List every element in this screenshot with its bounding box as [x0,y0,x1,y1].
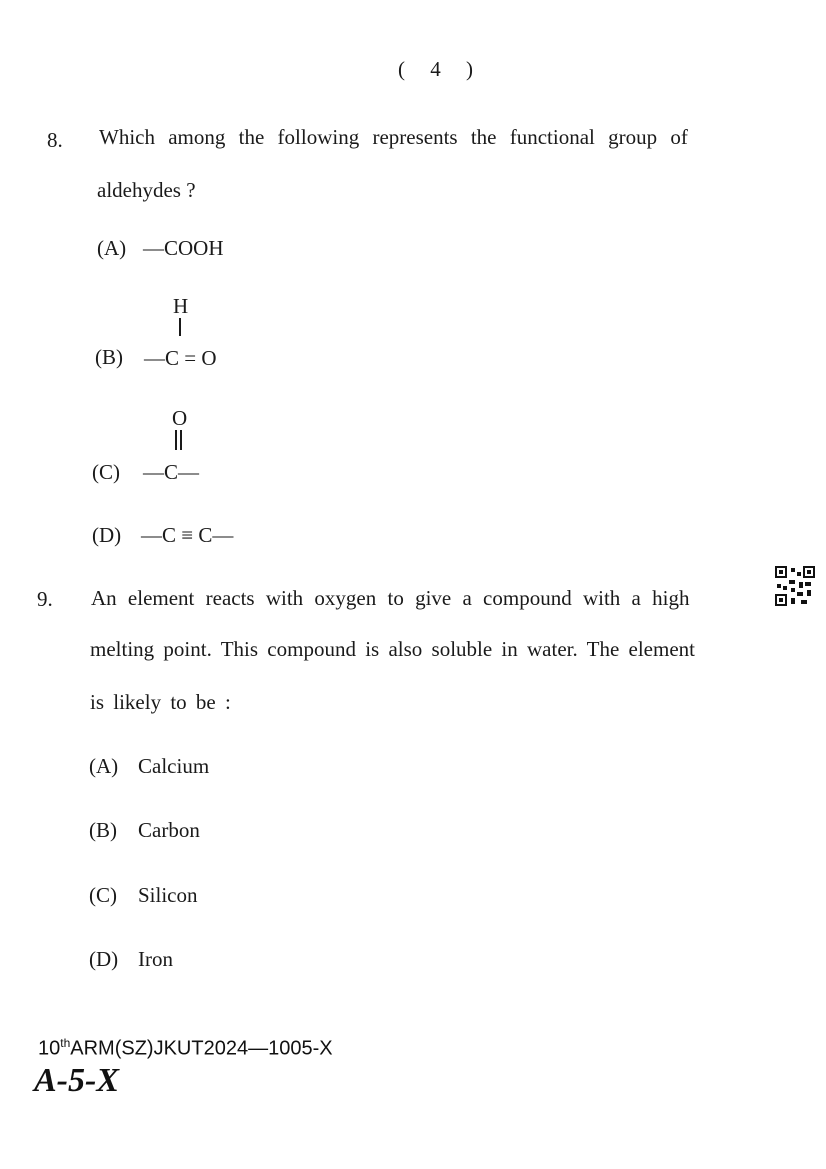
question-number: 9. [37,587,53,611]
formula-top-atom: O [172,406,188,430]
question-text: Which among the following represents the functional group of [99,125,688,149]
question-text-continued: aldehydes ? [97,178,196,202]
option-label: (D) [89,947,119,971]
option-label: (B) [89,818,117,842]
question-number: 8. [47,128,63,152]
option-label: (A) [89,754,119,778]
option-formula: —COOH [143,236,224,260]
option-label: (A) [97,236,127,260]
option-label: (C) [89,883,117,907]
option-label: (C) [92,460,120,484]
question-text-continued: melting point. This compound is also soluble in water. The element [90,637,695,661]
paper-code-rest: ARM(SZ)JKUT2024—1005-X [70,1037,333,1060]
question-text-continued: is likely to be : [90,690,231,714]
option-formula: —C— [143,460,200,484]
paper-code-prefix: 10 [38,1037,61,1060]
paper-code [38,1036,333,1061]
formula-top-atom: H [173,294,189,318]
option-text: Calcium [138,754,210,778]
page-number: ( 4 ) [398,57,483,81]
qr-code-icon [775,566,815,606]
option-formula: —C = O [144,346,217,370]
option-label: (B) [95,345,123,369]
double-bond-line-left [175,430,177,450]
paper-code-sup: th [60,1036,71,1050]
double-bond-line-right [180,430,182,450]
option-text: Silicon [138,883,198,907]
option-label: (D) [92,523,122,547]
option-text: Carbon [138,818,200,842]
option-formula: —C ≡ C— [141,523,234,547]
question-text: An element reacts with oxygen to give a compound with a high [91,586,690,610]
option-text: Iron [138,947,173,971]
series-label: A-5-X [34,1062,119,1099]
single-bond-line [179,318,181,336]
